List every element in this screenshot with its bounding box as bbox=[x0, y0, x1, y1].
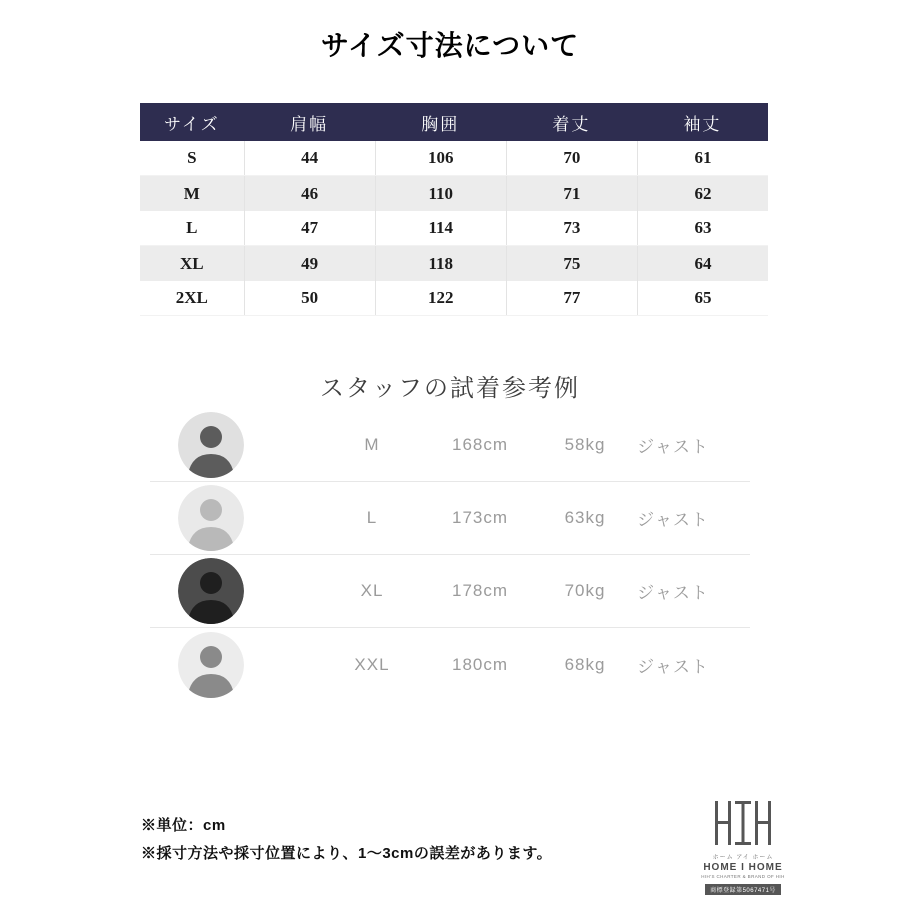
size-table-row bbox=[140, 176, 768, 211]
logo-katakana-text: ホーム アイ ホーム bbox=[712, 855, 774, 861]
size-table bbox=[140, 103, 768, 316]
brand-logo bbox=[690, 798, 796, 897]
staff-size-label: M bbox=[364, 435, 380, 454]
staff-section-title: スタッフの試着参考例 bbox=[320, 375, 580, 402]
size-table-cell: 75 bbox=[506, 246, 637, 281]
size-table-cell: 50 bbox=[244, 281, 375, 315]
staff-weight-value: 68kg bbox=[564, 654, 606, 674]
staff-avatar-photo bbox=[178, 558, 244, 624]
size-table-cell: L bbox=[186, 218, 198, 237]
staff-row bbox=[150, 628, 750, 701]
size-table-cell: 46 bbox=[244, 176, 375, 211]
note-unit: ※単位：cm bbox=[141, 817, 226, 834]
size-table-cell: 114 bbox=[375, 211, 506, 245]
staff-height-value: 168cm bbox=[451, 435, 509, 454]
size-table-cell: 73 bbox=[506, 211, 637, 245]
size-table-cell: 64 bbox=[637, 246, 768, 281]
logo-trademark-text: 商標登録第5067471号 bbox=[705, 884, 781, 895]
size-table-cell: 70 bbox=[506, 141, 637, 175]
size-table-cell: 122 bbox=[375, 281, 506, 315]
staff-avatar-photo bbox=[178, 632, 244, 698]
column-header-chest: 胸囲 bbox=[421, 114, 460, 134]
size-table-cell: 65 bbox=[637, 281, 768, 315]
staff-fit-label: ジャスト bbox=[637, 510, 709, 530]
size-table-row bbox=[140, 246, 768, 281]
size-table-cell: 44 bbox=[244, 141, 375, 175]
size-table-body bbox=[140, 141, 768, 316]
size-table-cell: S bbox=[187, 148, 197, 167]
column-header-size: サイズ bbox=[163, 114, 220, 134]
size-table-cell: 49 bbox=[244, 246, 375, 281]
size-table-cell: 47 bbox=[244, 211, 375, 245]
size-table-cell: 63 bbox=[637, 211, 768, 245]
staff-height-value: 173cm bbox=[451, 508, 509, 527]
size-table-cell: 61 bbox=[637, 141, 768, 175]
staff-fit-label: ジャスト bbox=[637, 657, 709, 676]
page-title: サイズ寸法について bbox=[320, 30, 580, 61]
staff-size-label: L bbox=[366, 508, 378, 527]
staff-avatar-photo bbox=[178, 412, 244, 478]
note-tolerance: ※採寸方法や採寸位置により、1～3cmの誤差があります。 bbox=[141, 844, 553, 862]
staff-height-value: 180cm bbox=[451, 654, 509, 674]
size-table-cell: 71 bbox=[506, 176, 637, 211]
staff-try-on-list bbox=[150, 409, 750, 701]
staff-row bbox=[150, 482, 750, 555]
size-table-cell: 110 bbox=[375, 176, 506, 211]
size-table-row bbox=[140, 281, 768, 316]
size-table-cell: 106 bbox=[375, 141, 506, 175]
staff-weight-value: 63kg bbox=[564, 508, 606, 527]
size-table-cell: XL bbox=[179, 253, 204, 273]
staff-avatar-photo bbox=[178, 485, 244, 551]
size-table-cell: 118 bbox=[375, 246, 506, 281]
size-table-row bbox=[140, 141, 768, 176]
staff-height-value: 178cm bbox=[451, 581, 509, 600]
staff-weight-value: 58kg bbox=[564, 435, 606, 454]
column-header-shoulder: 肩幅 bbox=[290, 114, 329, 134]
logo-tagline-text: HIH'S CHARTER & BRAND OF HIH bbox=[701, 874, 785, 879]
staff-fit-label: ジャスト bbox=[637, 437, 709, 457]
column-header-length: 着丈 bbox=[552, 114, 591, 134]
staff-size-label: XL bbox=[360, 581, 384, 600]
size-table-row bbox=[140, 211, 768, 246]
staff-weight-value: 70kg bbox=[564, 581, 606, 600]
logo-name-text: HOME I HOME bbox=[703, 862, 783, 873]
size-table-cell: 62 bbox=[637, 176, 768, 211]
size-table-cell: 2XL bbox=[175, 288, 208, 307]
size-table-cell: 77 bbox=[506, 281, 637, 315]
measurement-notes bbox=[141, 812, 552, 868]
size-table-cell: M bbox=[183, 183, 200, 203]
staff-fit-label: ジャスト bbox=[637, 583, 709, 603]
column-header-sleeve: 袖丈 bbox=[683, 114, 722, 134]
hih-monogram-icon bbox=[712, 798, 774, 848]
staff-row bbox=[150, 409, 750, 482]
staff-row bbox=[150, 555, 750, 628]
size-table-header-row bbox=[140, 103, 768, 141]
staff-size-label: XXL bbox=[354, 654, 390, 674]
